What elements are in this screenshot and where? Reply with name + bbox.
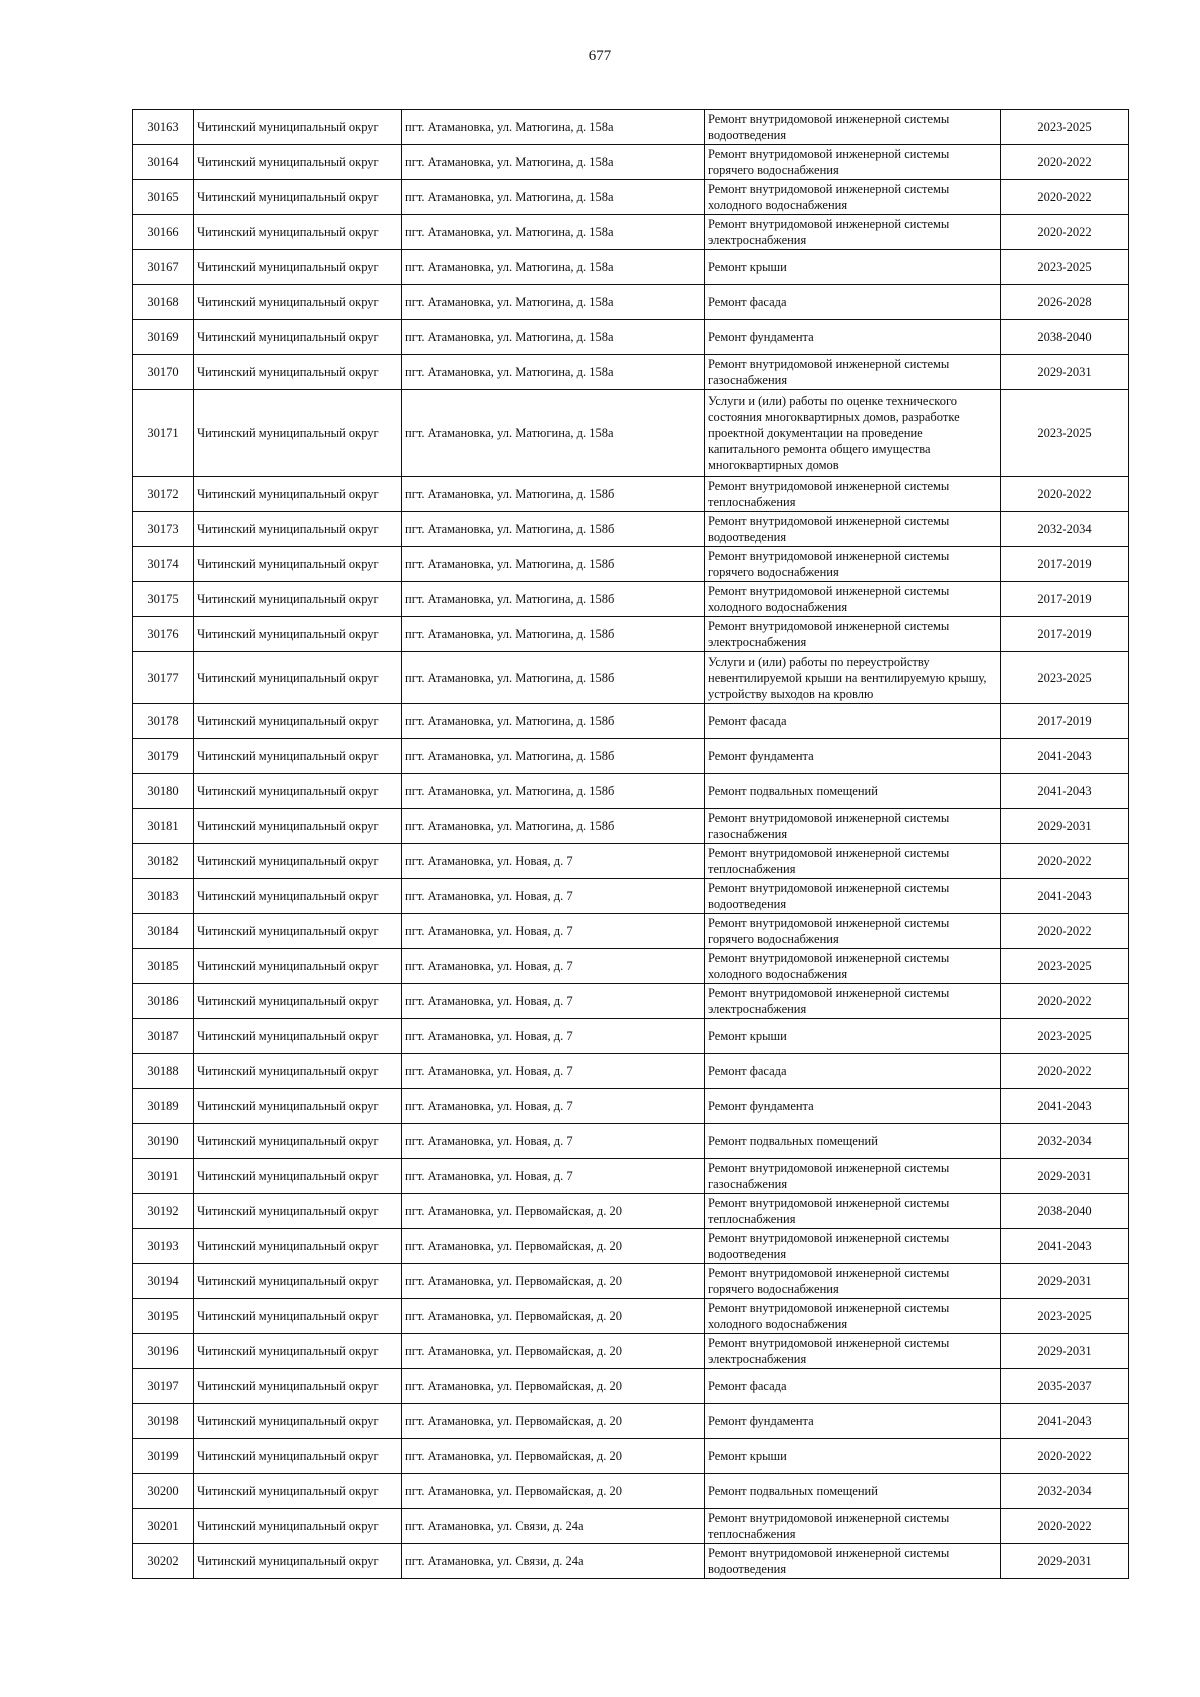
work-type-cell: Ремонт внутридомовой инженерной системы газоснабжения	[705, 809, 1001, 844]
row-number-cell: 30194	[133, 1264, 194, 1299]
period-cell: 2020-2022	[1001, 844, 1129, 879]
period-cell: 2023-2025	[1001, 949, 1129, 984]
table-row	[133, 1194, 1129, 1229]
row-number-cell: 30175	[133, 582, 194, 617]
address-cell: пгт. Атамановка, ул. Матюгина, д. 158б	[402, 582, 705, 617]
table-row	[133, 914, 1129, 949]
address-cell: пгт. Атамановка, ул. Новая, д. 7	[402, 1019, 705, 1054]
table-row	[133, 582, 1129, 617]
district-cell: Читинский муниципальный округ	[194, 1019, 402, 1054]
row-number-cell: 30181	[133, 809, 194, 844]
work-type-cell: Ремонт внутридомовой инженерной системы теплоснабжения	[705, 477, 1001, 512]
work-type-cell: Ремонт внутридомовой инженерной системы электроснабжения	[705, 617, 1001, 652]
work-type-cell: Ремонт внутридомовой инженерной системы электроснабжения	[705, 984, 1001, 1019]
work-type-cell: Ремонт крыши	[705, 250, 1001, 285]
district-cell: Читинский муниципальный округ	[194, 320, 402, 355]
table-row	[133, 180, 1129, 215]
table-row	[133, 547, 1129, 582]
district-cell: Читинский муниципальный округ	[194, 1229, 402, 1264]
row-number-cell: 30163	[133, 110, 194, 145]
table-row	[133, 110, 1129, 145]
address-cell: пгт. Атамановка, ул. Первомайская, д. 20	[402, 1194, 705, 1229]
work-type-cell: Ремонт внутридомовой инженерной системы горячего водоснабжения	[705, 547, 1001, 582]
address-cell: пгт. Атамановка, ул. Матюгина, д. 158а	[402, 285, 705, 320]
period-cell: 2026-2028	[1001, 285, 1129, 320]
work-type-cell: Ремонт внутридомовой инженерной системы теплоснабжения	[705, 1509, 1001, 1544]
row-number-cell: 30186	[133, 984, 194, 1019]
table-row	[133, 250, 1129, 285]
address-cell: пгт. Атамановка, ул. Матюгина, д. 158а	[402, 250, 705, 285]
district-cell: Читинский муниципальный округ	[194, 582, 402, 617]
row-number-cell: 30180	[133, 774, 194, 809]
address-cell: пгт. Атамановка, ул. Матюгина, д. 158б	[402, 739, 705, 774]
period-cell: 2020-2022	[1001, 1509, 1129, 1544]
district-cell: Читинский муниципальный округ	[194, 739, 402, 774]
row-number-cell: 30177	[133, 652, 194, 704]
work-type-cell: Ремонт внутридомовой инженерной системы водоотведения	[705, 1544, 1001, 1579]
table-body	[133, 110, 1129, 1579]
table-row	[133, 1159, 1129, 1194]
row-number-cell: 30166	[133, 215, 194, 250]
address-cell: пгт. Атамановка, ул. Первомайская, д. 20	[402, 1229, 705, 1264]
address-cell: пгт. Атамановка, ул. Матюгина, д. 158а	[402, 180, 705, 215]
table-row	[133, 390, 1129, 477]
work-type-cell: Ремонт внутридомовой инженерной системы водоотведения	[705, 879, 1001, 914]
address-cell: пгт. Атамановка, ул. Матюгина, д. 158б	[402, 809, 705, 844]
district-cell: Читинский муниципальный округ	[194, 547, 402, 582]
period-cell: 2023-2025	[1001, 250, 1129, 285]
table-row	[133, 1439, 1129, 1474]
table-row	[133, 774, 1129, 809]
address-cell: пгт. Атамановка, ул. Новая, д. 7	[402, 1124, 705, 1159]
table-row	[133, 1124, 1129, 1159]
address-cell: пгт. Атамановка, ул. Новая, д. 7	[402, 844, 705, 879]
table-row	[133, 1089, 1129, 1124]
period-cell: 2029-2031	[1001, 355, 1129, 390]
row-number-cell: 30171	[133, 390, 194, 477]
address-cell: пгт. Атамановка, ул. Первомайская, д. 20	[402, 1334, 705, 1369]
table-row	[133, 617, 1129, 652]
district-cell: Читинский муниципальный округ	[194, 879, 402, 914]
period-cell: 2020-2022	[1001, 1439, 1129, 1474]
district-cell: Читинский муниципальный округ	[194, 1369, 402, 1404]
district-cell: Читинский муниципальный округ	[194, 110, 402, 145]
district-cell: Читинский муниципальный округ	[194, 652, 402, 704]
table-row	[133, 477, 1129, 512]
table-row	[133, 285, 1129, 320]
row-number-cell: 30187	[133, 1019, 194, 1054]
table-row	[133, 1544, 1129, 1579]
row-number-cell: 30202	[133, 1544, 194, 1579]
address-cell: пгт. Атамановка, ул. Матюгина, д. 158а	[402, 320, 705, 355]
period-cell: 2035-2037	[1001, 1369, 1129, 1404]
period-cell: 2023-2025	[1001, 390, 1129, 477]
district-cell: Читинский муниципальный округ	[194, 180, 402, 215]
table-row	[133, 145, 1129, 180]
table-row	[133, 949, 1129, 984]
period-cell: 2029-2031	[1001, 1334, 1129, 1369]
address-cell: пгт. Атамановка, ул. Новая, д. 7	[402, 1054, 705, 1089]
table-row	[133, 1264, 1129, 1299]
work-type-cell: Ремонт внутридомовой инженерной системы теплоснабжения	[705, 844, 1001, 879]
period-cell: 2020-2022	[1001, 180, 1129, 215]
row-number-cell: 30179	[133, 739, 194, 774]
district-cell: Читинский муниципальный округ	[194, 1054, 402, 1089]
row-number-cell: 30184	[133, 914, 194, 949]
period-cell: 2017-2019	[1001, 582, 1129, 617]
address-cell: пгт. Атамановка, ул. Матюгина, д. 158а	[402, 355, 705, 390]
district-cell: Читинский муниципальный округ	[194, 250, 402, 285]
period-cell: 2029-2031	[1001, 1264, 1129, 1299]
work-type-cell: Услуги и (или) работы по переустройству невентилируемой крыши на вентилируемую крышу, устройству выходов на кровлю	[705, 652, 1001, 704]
district-cell: Читинский муниципальный округ	[194, 1474, 402, 1509]
table-row	[133, 1369, 1129, 1404]
period-cell: 2020-2022	[1001, 145, 1129, 180]
period-cell: 2020-2022	[1001, 1054, 1129, 1089]
work-type-cell: Ремонт внутридомовой инженерной системы газоснабжения	[705, 355, 1001, 390]
row-number-cell: 30165	[133, 180, 194, 215]
table-row	[133, 1019, 1129, 1054]
address-cell: пгт. Атамановка, ул. Новая, д. 7	[402, 949, 705, 984]
district-cell: Читинский муниципальный округ	[194, 390, 402, 477]
period-cell: 2032-2034	[1001, 1474, 1129, 1509]
work-type-cell: Ремонт фундамента	[705, 1089, 1001, 1124]
work-type-cell: Ремонт внутридомовой инженерной системы горячего водоснабжения	[705, 1264, 1001, 1299]
period-cell: 2023-2025	[1001, 110, 1129, 145]
work-type-cell: Ремонт внутридомовой инженерной системы водоотведения	[705, 512, 1001, 547]
row-number-cell: 30188	[133, 1054, 194, 1089]
period-cell: 2029-2031	[1001, 1544, 1129, 1579]
district-cell: Читинский муниципальный округ	[194, 1159, 402, 1194]
work-type-cell: Ремонт фундамента	[705, 1404, 1001, 1439]
district-cell: Читинский муниципальный округ	[194, 1194, 402, 1229]
row-number-cell: 30173	[133, 512, 194, 547]
period-cell: 2023-2025	[1001, 1299, 1129, 1334]
district-cell: Читинский муниципальный округ	[194, 949, 402, 984]
district-cell: Читинский муниципальный округ	[194, 285, 402, 320]
row-number-cell: 30168	[133, 285, 194, 320]
period-cell: 2032-2034	[1001, 512, 1129, 547]
work-type-cell: Ремонт крыши	[705, 1019, 1001, 1054]
work-type-cell: Ремонт внутридомовой инженерной системы электроснабжения	[705, 1334, 1001, 1369]
work-type-cell: Ремонт внутридомовой инженерной системы холодного водоснабжения	[705, 949, 1001, 984]
row-number-cell: 30189	[133, 1089, 194, 1124]
row-number-cell: 30192	[133, 1194, 194, 1229]
period-cell: 2020-2022	[1001, 477, 1129, 512]
row-number-cell: 30183	[133, 879, 194, 914]
address-cell: пгт. Атамановка, ул. Новая, д. 7	[402, 984, 705, 1019]
repair-schedule-table	[132, 109, 1129, 1579]
period-cell: 2023-2025	[1001, 1019, 1129, 1054]
row-number-cell: 30191	[133, 1159, 194, 1194]
work-type-cell: Ремонт фасада	[705, 1369, 1001, 1404]
table-row	[133, 739, 1129, 774]
address-cell: пгт. Атамановка, ул. Матюгина, д. 158б	[402, 477, 705, 512]
work-type-cell: Ремонт внутридомовой инженерной системы электроснабжения	[705, 215, 1001, 250]
period-cell: 2032-2034	[1001, 1124, 1129, 1159]
work-type-cell: Ремонт внутридомовой инженерной системы холодного водоснабжения	[705, 1299, 1001, 1334]
period-cell: 2041-2043	[1001, 774, 1129, 809]
district-cell: Читинский муниципальный округ	[194, 1509, 402, 1544]
district-cell: Читинский муниципальный округ	[194, 809, 402, 844]
district-cell: Читинский муниципальный округ	[194, 1544, 402, 1579]
row-number-cell: 30190	[133, 1124, 194, 1159]
period-cell: 2017-2019	[1001, 617, 1129, 652]
work-type-cell: Ремонт подвальных помещений	[705, 774, 1001, 809]
row-number-cell: 30167	[133, 250, 194, 285]
district-cell: Читинский муниципальный округ	[194, 774, 402, 809]
address-cell: пгт. Атамановка, ул. Матюгина, д. 158б	[402, 704, 705, 739]
period-cell: 2017-2019	[1001, 704, 1129, 739]
work-type-cell: Ремонт внутридомовой инженерной системы горячего водоснабжения	[705, 145, 1001, 180]
table-row	[133, 1229, 1129, 1264]
district-cell: Читинский муниципальный округ	[194, 617, 402, 652]
table-row	[133, 879, 1129, 914]
table-row	[133, 1054, 1129, 1089]
row-number-cell: 30196	[133, 1334, 194, 1369]
period-cell: 2041-2043	[1001, 1404, 1129, 1439]
period-cell: 2041-2043	[1001, 1229, 1129, 1264]
row-number-cell: 30185	[133, 949, 194, 984]
district-cell: Читинский муниципальный округ	[194, 1299, 402, 1334]
district-cell: Читинский муниципальный округ	[194, 844, 402, 879]
district-cell: Читинский муниципальный округ	[194, 1089, 402, 1124]
table-row	[133, 215, 1129, 250]
work-type-cell: Ремонт фундамента	[705, 739, 1001, 774]
address-cell: пгт. Атамановка, ул. Новая, д. 7	[402, 914, 705, 949]
work-type-cell: Ремонт внутридомовой инженерной системы водоотведения	[705, 110, 1001, 145]
address-cell: пгт. Атамановка, ул. Новая, д. 7	[402, 1089, 705, 1124]
district-cell: Читинский муниципальный округ	[194, 914, 402, 949]
work-type-cell: Ремонт фундамента	[705, 320, 1001, 355]
period-cell: 2041-2043	[1001, 739, 1129, 774]
period-cell: 2029-2031	[1001, 1159, 1129, 1194]
work-type-cell: Ремонт внутридомовой инженерной системы теплоснабжения	[705, 1194, 1001, 1229]
address-cell: пгт. Атамановка, ул. Матюгина, д. 158б	[402, 652, 705, 704]
table-row	[133, 984, 1129, 1019]
row-number-cell: 30198	[133, 1404, 194, 1439]
address-cell: пгт. Атамановка, ул. Новая, д. 7	[402, 1159, 705, 1194]
row-number-cell: 30169	[133, 320, 194, 355]
work-type-cell: Ремонт внутридомовой инженерной системы горячего водоснабжения	[705, 914, 1001, 949]
period-cell: 2020-2022	[1001, 914, 1129, 949]
address-cell: пгт. Атамановка, ул. Новая, д. 7	[402, 879, 705, 914]
address-cell: пгт. Атамановка, ул. Первомайская, д. 20	[402, 1369, 705, 1404]
district-cell: Читинский муниципальный округ	[194, 1404, 402, 1439]
district-cell: Читинский муниципальный округ	[194, 704, 402, 739]
period-cell: 2038-2040	[1001, 1194, 1129, 1229]
work-type-cell: Ремонт фасада	[705, 1054, 1001, 1089]
table-row	[133, 320, 1129, 355]
address-cell: пгт. Атамановка, ул. Матюгина, д. 158а	[402, 215, 705, 250]
address-cell: пгт. Атамановка, ул. Связи, д. 24а	[402, 1509, 705, 1544]
address-cell: пгт. Атамановка, ул. Матюгина, д. 158б	[402, 617, 705, 652]
address-cell: пгт. Атамановка, ул. Первомайская, д. 20	[402, 1264, 705, 1299]
district-cell: Читинский муниципальный округ	[194, 145, 402, 180]
address-cell: пгт. Атамановка, ул. Матюгина, д. 158а	[402, 390, 705, 477]
district-cell: Читинский муниципальный округ	[194, 512, 402, 547]
district-cell: Читинский муниципальный округ	[194, 1334, 402, 1369]
table-row	[133, 652, 1129, 704]
period-cell: 2041-2043	[1001, 879, 1129, 914]
work-type-cell: Ремонт фасада	[705, 285, 1001, 320]
row-number-cell: 30170	[133, 355, 194, 390]
work-type-cell: Ремонт внутридомовой инженерной системы газоснабжения	[705, 1159, 1001, 1194]
work-type-cell: Ремонт фасада	[705, 704, 1001, 739]
table-row	[133, 1404, 1129, 1439]
work-type-cell: Ремонт подвальных помещений	[705, 1124, 1001, 1159]
row-number-cell: 30182	[133, 844, 194, 879]
district-cell: Читинский муниципальный округ	[194, 1264, 402, 1299]
period-cell: 2020-2022	[1001, 215, 1129, 250]
row-number-cell: 30200	[133, 1474, 194, 1509]
row-number-cell: 30195	[133, 1299, 194, 1334]
period-cell: 2020-2022	[1001, 984, 1129, 1019]
work-type-cell: Ремонт крыши	[705, 1439, 1001, 1474]
table-row	[133, 704, 1129, 739]
row-number-cell: 30178	[133, 704, 194, 739]
row-number-cell: 30164	[133, 145, 194, 180]
period-cell: 2023-2025	[1001, 652, 1129, 704]
period-cell: 2029-2031	[1001, 809, 1129, 844]
row-number-cell: 30197	[133, 1369, 194, 1404]
work-type-cell: Ремонт подвальных помещений	[705, 1474, 1001, 1509]
address-cell: пгт. Атамановка, ул. Связи, д. 24а	[402, 1544, 705, 1579]
district-cell: Читинский муниципальный округ	[194, 984, 402, 1019]
district-cell: Читинский муниципальный округ	[194, 1439, 402, 1474]
district-cell: Читинский муниципальный округ	[194, 477, 402, 512]
address-cell: пгт. Атамановка, ул. Первомайская, д. 20	[402, 1404, 705, 1439]
district-cell: Читинский муниципальный округ	[194, 1124, 402, 1159]
table-row	[133, 355, 1129, 390]
address-cell: пгт. Атамановка, ул. Матюгина, д. 158б	[402, 774, 705, 809]
period-cell: 2038-2040	[1001, 320, 1129, 355]
work-type-cell: Ремонт внутридомовой инженерной системы холодного водоснабжения	[705, 582, 1001, 617]
table-row	[133, 844, 1129, 879]
address-cell: пгт. Атамановка, ул. Первомайская, д. 20	[402, 1439, 705, 1474]
work-type-cell: Услуги и (или) работы по оценке технического состояния многоквартирных домов, разработке проектной документации на проведение капитального ремонта общего имущества многоквартирных домов	[705, 390, 1001, 477]
district-cell: Читинский муниципальный округ	[194, 215, 402, 250]
row-number-cell: 30201	[133, 1509, 194, 1544]
row-number-cell: 30172	[133, 477, 194, 512]
work-type-cell: Ремонт внутридомовой инженерной системы водоотведения	[705, 1229, 1001, 1264]
table-row	[133, 1334, 1129, 1369]
table-row	[133, 1509, 1129, 1544]
period-cell: 2017-2019	[1001, 547, 1129, 582]
address-cell: пгт. Атамановка, ул. Матюгина, д. 158а	[402, 110, 705, 145]
district-cell: Читинский муниципальный округ	[194, 355, 402, 390]
row-number-cell: 30176	[133, 617, 194, 652]
address-cell: пгт. Атамановка, ул. Матюгина, д. 158б	[402, 547, 705, 582]
page-number: 677	[588, 48, 612, 64]
row-number-cell: 30193	[133, 1229, 194, 1264]
address-cell: пгт. Атамановка, ул. Матюгина, д. 158б	[402, 512, 705, 547]
address-cell: пгт. Атамановка, ул. Первомайская, д. 20	[402, 1299, 705, 1334]
table-row	[133, 1299, 1129, 1334]
table-row	[133, 809, 1129, 844]
table-row	[133, 512, 1129, 547]
table-row	[133, 1474, 1129, 1509]
row-number-cell: 30199	[133, 1439, 194, 1474]
address-cell: пгт. Атамановка, ул. Первомайская, д. 20	[402, 1474, 705, 1509]
address-cell: пгт. Атамановка, ул. Матюгина, д. 158а	[402, 145, 705, 180]
row-number-cell: 30174	[133, 547, 194, 582]
period-cell: 2041-2043	[1001, 1089, 1129, 1124]
work-type-cell: Ремонт внутридомовой инженерной системы холодного водоснабжения	[705, 180, 1001, 215]
